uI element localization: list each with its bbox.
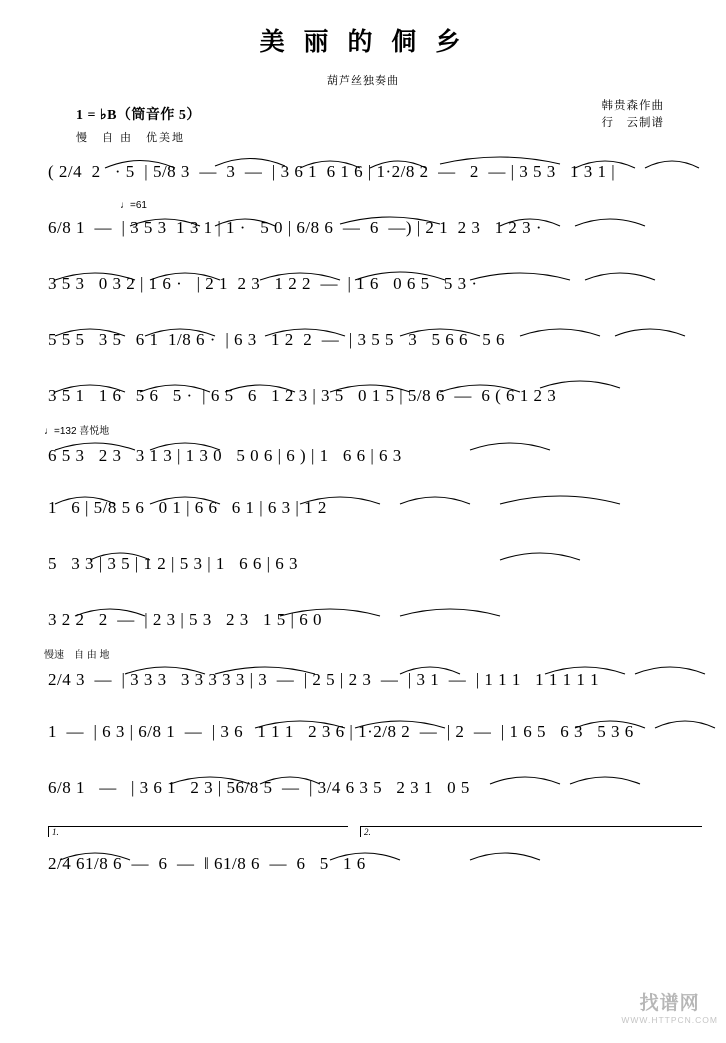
watermark-url: WWW.HTTPCN.COM xyxy=(621,1015,718,1025)
music-content-5: 3 5 1 1 6 5 6 5 · | 6 5 6 1 2 3 | 3 5 0 1 5 | 5/8 6 — 6 ( 6 1 2 3 xyxy=(48,386,557,405)
staff-line-13 xyxy=(0,840,726,896)
expression-mark-1: 慢 自 由 优美地 xyxy=(76,132,186,144)
score-metadata xyxy=(0,96,726,148)
music-content-6: 6 5 3 2 3 3 1 3 | 1 3 0 5 0 6 | 6 ) | 1 6 6 | 6 3 xyxy=(48,446,402,465)
ending-second: 2. xyxy=(360,826,702,837)
sheet-music-page xyxy=(0,22,726,1043)
music-content-8: 5 3 3 | 3 5 | 1 2 | 5 3 | 1 6 6 | 6 3 xyxy=(48,554,299,573)
expression-mark-4: 慢速 自 由 地 xyxy=(44,650,110,661)
music-content-7: 1 6 | 5/8 5 6 0 1 | 6 6 6 1 | 6 3 | 1 2 xyxy=(48,498,327,517)
music-content-13: 2/4 61/8 6 — 6 — ‖ 61/8 6 — 6 5 1 6 xyxy=(48,854,366,873)
composer-name: 韩贵森作曲 xyxy=(601,100,664,112)
music-content-9: 3 2 2 2 — | 2 3 | 5 3 2 3 1 5 | 6 0 xyxy=(48,610,322,629)
staff-line-8 xyxy=(0,540,726,596)
ending-first: 1. xyxy=(48,826,348,837)
staff-line-6 xyxy=(0,428,726,484)
staff-line-12 xyxy=(0,764,726,820)
staff-line-4 xyxy=(0,316,726,372)
music-content-4: 5 5 5 3 5 6 1 1/8 6 · | 6 3 1 2 2 — | 3 5 5 3 5 6 6 5 6 xyxy=(48,330,505,349)
expression-mark-2: ♩=61 xyxy=(120,200,147,211)
music-content-1: ( 2/4 2 · 5 | 5/8 3 — 3 — | 3 6 1 6 1 6 | 1·2/8 2 — 2 — | 3 5 3 1 3 1 | xyxy=(48,162,616,181)
staff-line-1 xyxy=(0,148,726,204)
staff-line-10 xyxy=(0,652,726,708)
page-subtitle: 葫芦丝独奏曲 xyxy=(327,75,399,87)
watermark-text: 找谱网 xyxy=(639,993,700,1014)
expression-mark-3: ♩=132 喜悦地 xyxy=(44,426,110,437)
staff-line-9 xyxy=(0,596,726,652)
repeat-endings xyxy=(48,820,702,840)
staff-line-7 xyxy=(0,484,726,540)
staff-line-2 xyxy=(0,200,726,260)
transcriber-name: 行 云制谱 xyxy=(601,117,664,129)
music-content-2: 6/8 1 — | 3 5 3 1 3 1 | 1 · 5 0 | 6/8 6 — 6 —) | 2 1 2 3 1 2 3 · xyxy=(48,218,543,237)
composer-credits xyxy=(602,98,665,132)
key-signature: 1 = ♭B（筒音作 5） xyxy=(76,108,201,123)
music-content-3: 3 5 3 0 3 2 | 1 6 · | 2 1 2 3 1 2 2 — | 1 6 0 6 5 5 3 · xyxy=(48,274,478,293)
music-content-12: 6/8 1 — | 3 6 1 2 3 | 56/8 5 — | 3/4 6 3 5 2 3 1 0 5 xyxy=(48,778,470,797)
page-title: 美 丽 的 侗 乡 xyxy=(259,28,467,56)
staff-line-3 xyxy=(0,260,726,316)
music-content-11: 1 — | 6 3 | 6/8 1 — | 3 6 1 1 1 2 3 6 | 1·2/8 2 — | 2 — | 1 6 5 6 3 5 3 6 xyxy=(48,722,634,741)
watermark xyxy=(621,988,718,1025)
staff-line-5 xyxy=(0,372,726,428)
staff-line-11 xyxy=(0,708,726,764)
music-content-10: 2/4 3 — | 3 3 3 3 3 3 3 3 | 3 — | 2 5 | 2 3 — | 3 1 — | 1 1 1 1 1 1 1 1 xyxy=(48,670,600,689)
